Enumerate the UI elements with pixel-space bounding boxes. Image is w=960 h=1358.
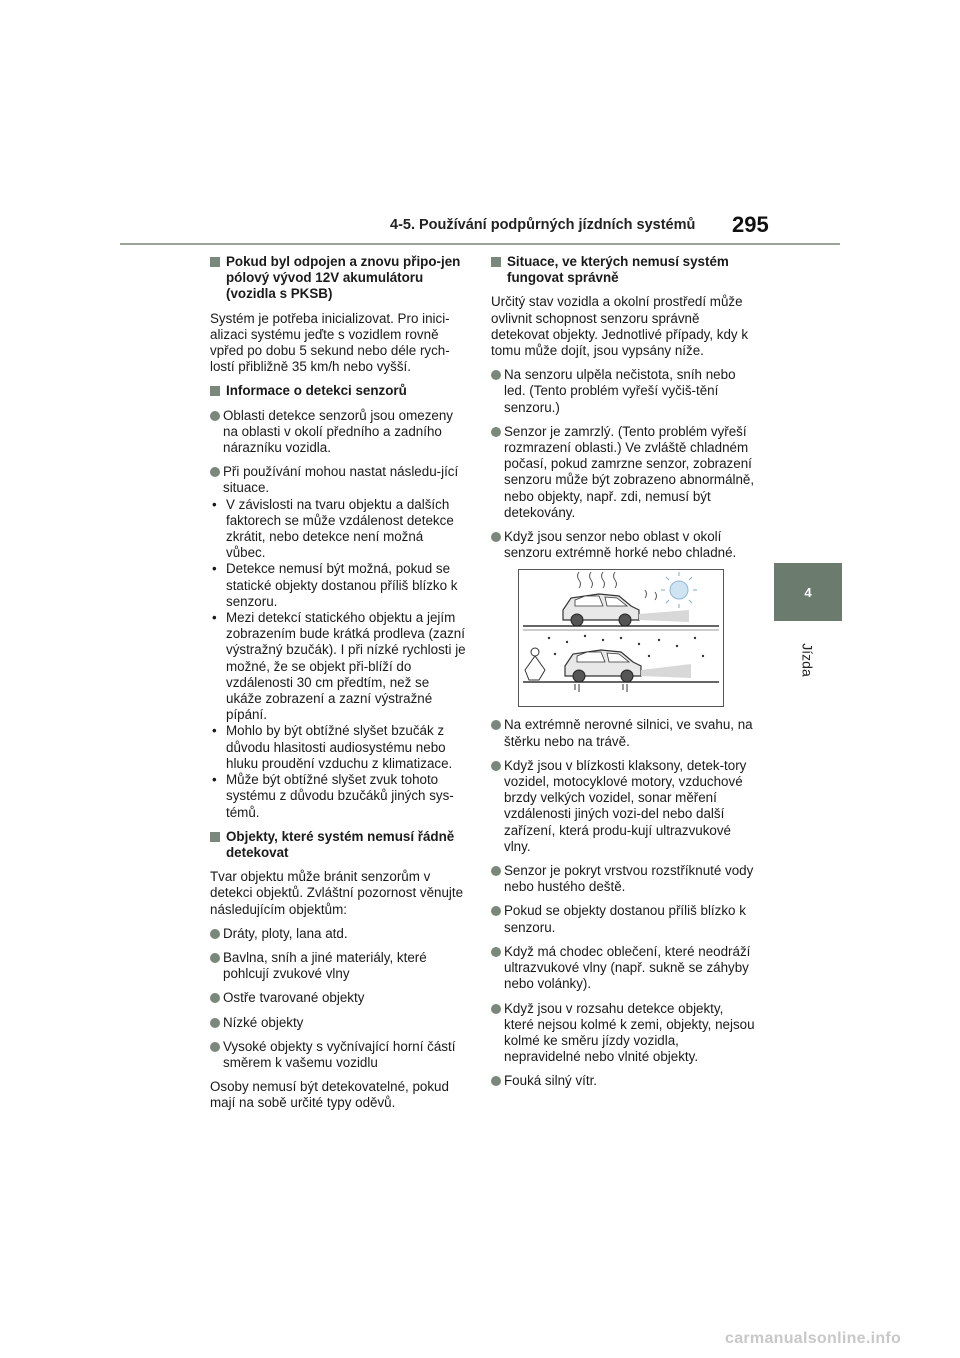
situation-bullet: Senzor je pokryt vrstvou rozstříknuté vody nebo hustého deště. — [491, 863, 755, 895]
situation-bullet: Když jsou v rozsahu detekce objekty, které nejsou kolmé k zemi, objekty, nejsou kolmé ke směru jízdy vozidla, nepravidelné nebo vlnité objekty. — [491, 1001, 755, 1066]
chapter-side-label — [778, 630, 838, 690]
sub-list-item: • Mezi detekcí statického objektu a jejím zobrazením bude krátká prodleva (zazní výstražný bzučák). I při nízké rychlosti je možné, že se objekt při-blíží do vzdálenosti 30 cm předtím, než se ukáže zobrazení a zazní výstražné pípání. — [210, 610, 466, 723]
situations-bullet: Při používání mohou nastat následu-jící situace. — [210, 464, 466, 496]
chapter-side-label-text: Jízda — [800, 643, 816, 677]
object-bullet: Bavlna, sníh a jiné materiály, které pohlcují zvukové vlny — [210, 950, 466, 982]
sub-list-item: • Mohlo by být obtížné slyšet bzučák z důvodu hlasitosti audiosystému nebo hluku proudění vzduchu z klimatizace. — [210, 723, 466, 772]
weather-illustration — [518, 569, 724, 707]
object-bullet: Nízké objekty — [210, 1015, 466, 1031]
detection-area-bullet: Oblasti detekce senzorů jsou omezeny na oblasti v okolí předního a zadního nárazníku vozidla. — [210, 408, 466, 457]
chapter-tab[interactable] — [774, 563, 842, 621]
weather-illustration-svg — [519, 570, 723, 706]
situations-sub-list — [210, 497, 466, 821]
header-rule — [120, 243, 840, 245]
malfunction-intro-paragraph: Určitý stav vozidla a okolní prostředí může ovlivnit schopnost senzoru správně detekovat objekty. Jednotlivé případy, kdy k tomu může dojít, jsou vypsány níže. — [491, 294, 749, 359]
chapter-tab-number: 4 — [804, 584, 812, 600]
situation-bullet: Když jsou senzor nebo oblast v okolí senzoru extrémně horké nebo chladné. — [491, 529, 755, 561]
footer-watermark: carmanualsonline.info — [725, 1330, 902, 1347]
situation-bullet: Když má chodec oblečení, které neodráží ultrazvukové vlny (např. sukně se záhyby nebo volánky). — [491, 944, 755, 993]
object-bullet: Vysoké objekty s vyčnívající horní částí směrem k vašemu vozidlu — [210, 1039, 466, 1071]
undetected-objects-paragraph: Tvar objektu může bránit senzorům v detekci objektů. Zvláštní pozornost věnujte následujícím objektům: — [210, 869, 464, 917]
situation-bullet: Na extrémně nerovné silnici, ve svahu, na štěrku nebo na trávě. — [491, 717, 755, 749]
situation-bullet: Když jsou v blízkosti klaksony, detek-tory vozidel, motocyklové motory, vzduchové brzdy velkých vozidel, sonar měření vzdálenosti jiných vozi-del nebo další zařízení, která produ-kují ultrazvukové vlny. — [491, 758, 755, 855]
sub-list-item: • V závislosti na tvaru objektu a dalších faktorech se může vzdálenost detekce zkrátit, nebo detekce není možná vůbec. — [210, 497, 466, 562]
situation-bullet: Pokud se objekty dostanou příliš blízko k senzoru. — [491, 903, 755, 935]
reconnect-paragraph: Systém je potřeba inicializovat. Pro inici-alizaci systému jeďte s vozidlem rovně vpřed po dobu 5 sekund nebo déle rych-lostí přibližně 35 km/h nebo vyšší. — [210, 310, 450, 375]
chapter-header-title: 4-5. Používání podpůrných jízdních systémů — [390, 217, 696, 233]
sub-list-item: • Může být obtížné slyšet zvuk tohoto systému z důvodu bzučáků jiných sys-témů. — [210, 772, 466, 821]
sub-list-item: • Detekce nemusí být možná, pokud se statické objekty dostanou příliš blízko k senzoru. — [210, 561, 466, 610]
object-bullet: Dráty, ploty, lana atd. — [210, 926, 466, 942]
section-heading-reconnect: Pokud byl odpojen a znovu připo-jen pólový vývod 12V akumulátoru (vozidla s PKSB) — [210, 254, 466, 303]
object-bullet: Ostře tvarované objekty — [210, 990, 466, 1006]
situation-bullet: Senzor je zamrzlý. (Tento problém vyřeší rozmrazení oblasti.) Ve zvláště chladném počasí, pokud zamrzne senzor, zobrazení senzoru může být zobrazeno abnormálně, nebo objekty, např. zdi, nemusí být detekovány. — [491, 424, 755, 521]
situation-bullet: Fouká silný vítr. — [491, 1073, 755, 1089]
left-column — [210, 254, 466, 1120]
situation-bullet: Na senzoru ulpěla nečistota, sníh nebo led. (Tento problém vyřeší vyčiš-tění senzoru.) — [491, 367, 755, 416]
clothing-paragraph: Osoby nemusí být detekovatelné, pokud mají na sobě určité typy oděvů. — [210, 1079, 449, 1111]
page-number: 295 — [732, 212, 769, 237]
section-heading-undetected-objects: Objekty, které systém nemusí řádně detekovat — [210, 829, 466, 861]
right-column — [491, 254, 755, 1098]
section-heading-detection-info: Informace o detekci senzorů — [210, 383, 466, 399]
section-heading-malfunction-situations: Situace, ve kterých nemusí systém fungovat správně — [491, 254, 755, 286]
